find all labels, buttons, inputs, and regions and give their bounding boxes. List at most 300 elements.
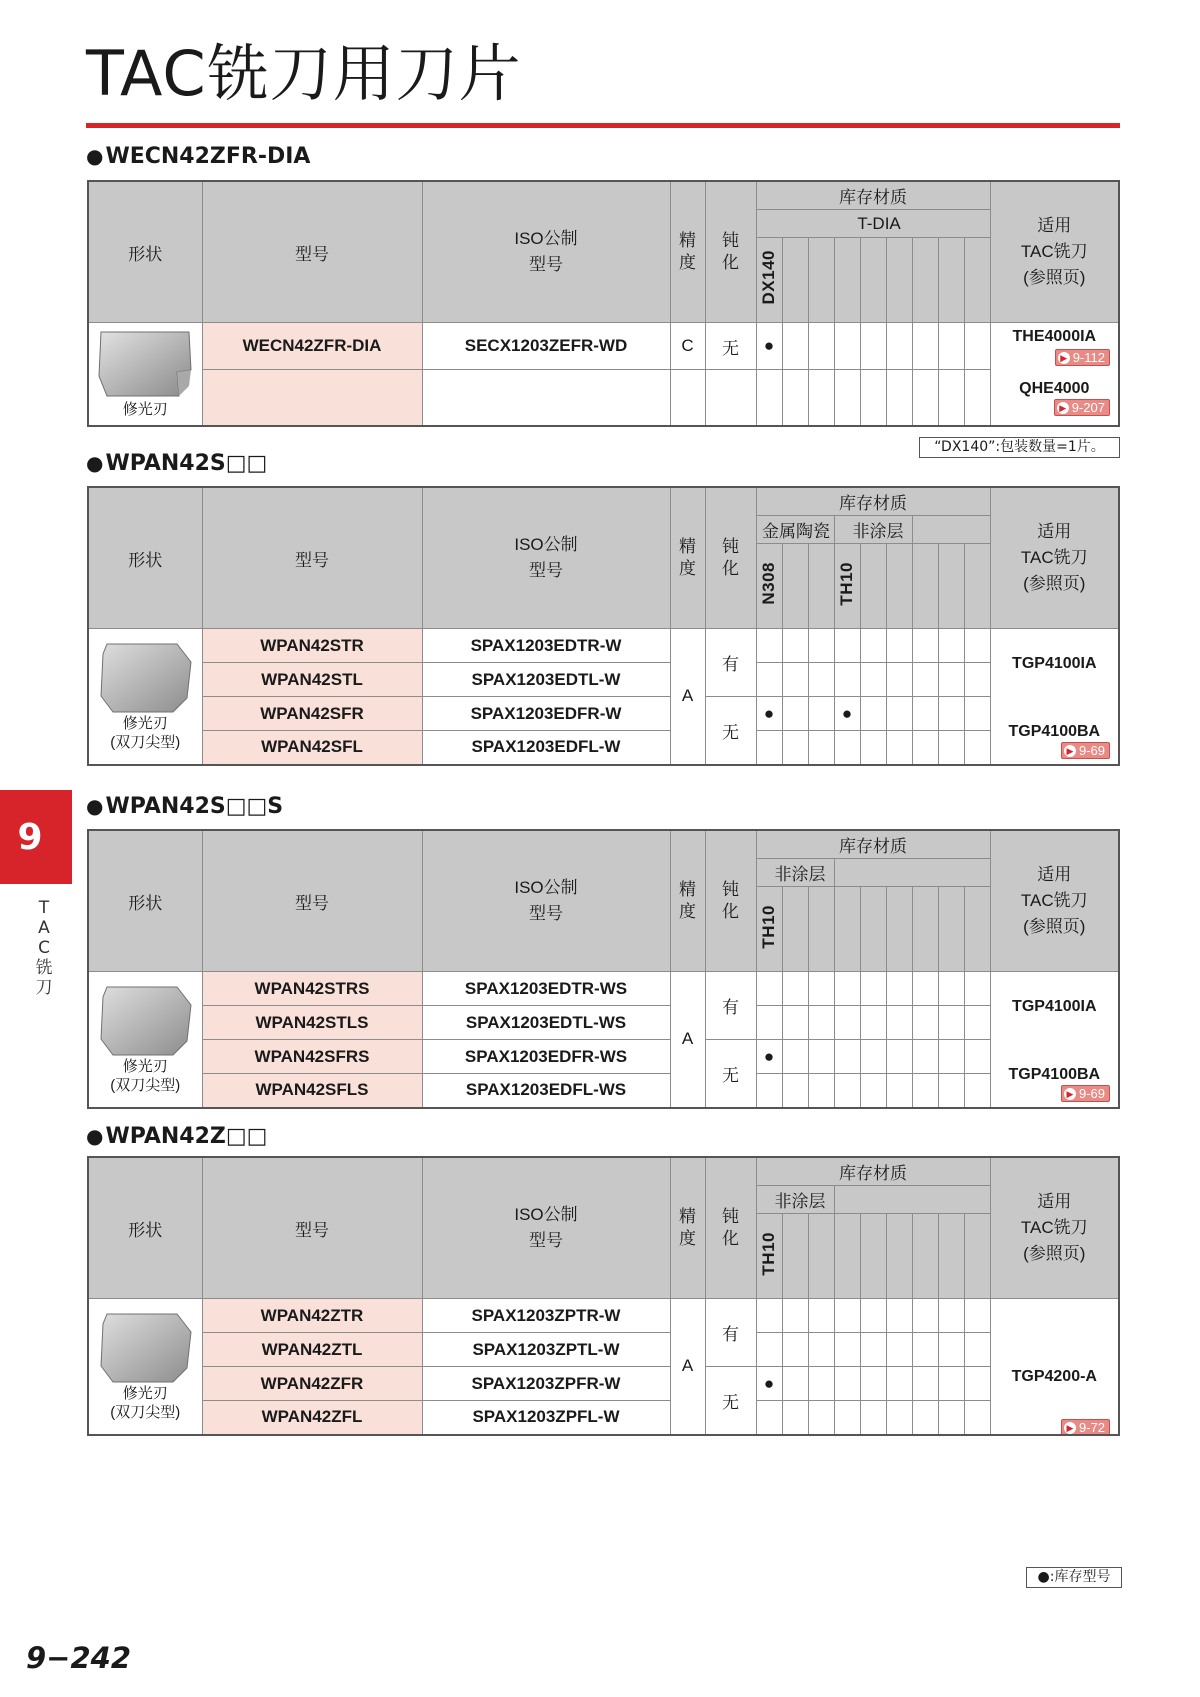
shape-header: 形状 [88, 830, 202, 972]
iso-cell: SPAX1203ZPFR-W [422, 1367, 670, 1401]
grade-cell [938, 370, 964, 426]
honing-cell: 有 [705, 972, 756, 1040]
grade-cell [808, 1401, 834, 1435]
iso-cell: SPAX1203EDTL-W [422, 663, 670, 697]
apply-cell [990, 1299, 1119, 1435]
shape-label: 修光刃 [122, 1058, 168, 1076]
grade-cell [782, 1401, 808, 1435]
grade-cell [964, 697, 990, 731]
honing-header-line: 钝 [722, 537, 739, 556]
chapter-label [34, 898, 54, 998]
model-cell[interactable]: WPAN42ZFL [202, 1401, 422, 1435]
grade-cell [938, 1006, 964, 1040]
page-ref-link[interactable] [1055, 349, 1110, 366]
grade-cell [808, 1074, 834, 1108]
grade-cell [834, 1367, 860, 1401]
iso-cell-empty [422, 370, 670, 426]
page-ref-text: 9-69 [1078, 743, 1105, 759]
shape-sublabel: (双刀尖型) [110, 734, 181, 752]
page-ref-link[interactable] [1061, 1419, 1110, 1434]
grade-cell [886, 323, 912, 370]
grade-cell [808, 1333, 834, 1367]
apply-cell [990, 323, 1119, 426]
page-number: 9−242 [26, 1641, 132, 1675]
arrow-right-icon: ▶ [1058, 352, 1070, 364]
iso-header-line: 型号 [529, 904, 563, 923]
grade-header-empty [782, 887, 808, 972]
grade-cell [912, 1333, 938, 1367]
grade-cell [938, 629, 964, 663]
grade-cell [782, 1074, 808, 1108]
page-ref-text: 9-112 [1072, 350, 1105, 366]
iso-cell: SPAX1203EDFR-W [422, 697, 670, 731]
stock-dot: ● [756, 1367, 782, 1401]
grade-cell [860, 1074, 886, 1108]
grade-cell [912, 697, 938, 731]
grade-cell [860, 1006, 886, 1040]
honing-cell-empty [705, 370, 756, 426]
stock-dot: ● [756, 1040, 782, 1074]
grade-cell [782, 697, 808, 731]
grade-cell [912, 663, 938, 697]
grade-cell [834, 370, 860, 426]
grade-header-empty [808, 544, 834, 629]
shape-header: 形状 [88, 1157, 202, 1299]
stock-legend: ●:库存型号 [1026, 1567, 1122, 1588]
grade-header-empty [886, 238, 912, 323]
stock-dot: ● [834, 697, 860, 731]
grade-cell [860, 1333, 886, 1367]
precision-header-line: 精 [679, 1207, 696, 1226]
precision-header-line: 度 [679, 559, 696, 578]
apply-cutter-name: TGP4100BA [1008, 723, 1101, 741]
apply-cutter-name: QHE4000 [1019, 380, 1090, 398]
subgroup-header-empty [834, 859, 990, 887]
grade-label: TH10 [759, 1231, 778, 1276]
iso-header-line: 型号 [529, 1231, 563, 1250]
model-cell[interactable]: WPAN42ZTL [202, 1333, 422, 1367]
grade-cell [886, 1333, 912, 1367]
grade-header-empty [860, 1214, 886, 1299]
grade-cell [912, 323, 938, 370]
stock-dot: ● [756, 323, 782, 370]
page-ref-text: 9-69 [1078, 1086, 1105, 1102]
grade-cell [860, 1367, 886, 1401]
grade-cell [808, 663, 834, 697]
bullet-icon: ● [86, 1124, 104, 1148]
apply-cutter-name: TGP4100IA [1012, 655, 1097, 673]
precision-header-line: 精 [679, 537, 696, 556]
stock-material-header: 库存材质 [756, 1157, 990, 1186]
grade-cell [808, 972, 834, 1006]
grade-cell [912, 1040, 938, 1074]
shape-cell [88, 629, 202, 765]
precision-cell: A [670, 1299, 705, 1435]
apply-header-line: (参照页) [1023, 917, 1086, 936]
iso-cell: SPAX1203ZPFL-W [422, 1401, 670, 1435]
grade-header-th10 [756, 1214, 782, 1299]
apply-header [990, 487, 1119, 629]
grade-cell [938, 1040, 964, 1074]
grade-cell [886, 1040, 912, 1074]
grade-cell [782, 1006, 808, 1040]
arrow-right-icon: ▶ [1064, 1088, 1076, 1100]
honing-cell: 无 [705, 697, 756, 765]
grade-header-empty [938, 1214, 964, 1299]
grade-header-empty [808, 238, 834, 323]
grade-cell [912, 1074, 938, 1108]
apply-entry [991, 325, 1118, 380]
iso-header [422, 181, 670, 323]
apply-header-line: (参照页) [1023, 1244, 1086, 1263]
grade-header-empty [912, 544, 938, 629]
iso-header-line: 型号 [529, 255, 563, 274]
title-rule [86, 123, 1120, 128]
honing-header [705, 181, 756, 323]
grade-cell [756, 629, 782, 663]
honing-header-line: 化 [722, 253, 739, 272]
apply-header-line: 适用 [1037, 216, 1072, 235]
grade-cell [964, 1367, 990, 1401]
honing-header-line: 化 [722, 1229, 739, 1248]
subgroup-header-uncoated: 非涂层 [756, 859, 834, 887]
bullet-icon: ● [86, 794, 104, 818]
model-cell[interactable]: WECN42ZFR-DIA [202, 323, 422, 370]
apply-header-line: (参照页) [1023, 574, 1086, 593]
grade-header-empty [964, 1214, 990, 1299]
chapter-label-char: 刀 [35, 978, 53, 998]
apply-cutter-name: THE4000IA [1012, 328, 1097, 346]
grade-header-empty [886, 1214, 912, 1299]
model-cell[interactable]: WPAN42STLS [202, 1006, 422, 1040]
apply-entry [991, 974, 1118, 1066]
shape-header: 形状 [88, 487, 202, 629]
grade-cell [756, 663, 782, 697]
stock-material-header: 库存材质 [756, 181, 990, 210]
grade-cell [834, 663, 860, 697]
grade-cell [756, 731, 782, 765]
section-title-2 [86, 453, 267, 475]
grade-header-empty [912, 887, 938, 972]
apply-cutter-name: TGP4200-A [1011, 1368, 1097, 1386]
apply-header-line: TAC铣刀 [1020, 891, 1088, 910]
section-title-1 [86, 146, 310, 168]
grade-cell [756, 370, 782, 426]
grade-cell [938, 663, 964, 697]
page-ref-text: 9-72 [1078, 1420, 1105, 1435]
iso-header-line: ISO公制 [514, 229, 578, 248]
grade-cell [912, 1006, 938, 1040]
precision-header [670, 487, 705, 629]
grade-cell [834, 1040, 860, 1074]
grade-cell [938, 1401, 964, 1435]
grade-cell [964, 1040, 990, 1074]
grade-header-empty [938, 544, 964, 629]
apply-header-line: 适用 [1037, 522, 1072, 541]
grade-cell [886, 1074, 912, 1108]
page-title: TAC铣刀用刀片 [86, 37, 522, 110]
grade-cell [964, 629, 990, 663]
precision-cell: A [670, 972, 705, 1108]
grade-header-empty [808, 887, 834, 972]
section-title-text: WPAN42S□□S [105, 794, 284, 819]
grade-cell [756, 1006, 782, 1040]
grade-cell [782, 323, 808, 370]
shape-label: 修光刃 [122, 1385, 168, 1403]
apply-header-line: 适用 [1037, 1192, 1072, 1211]
grade-header-empty [938, 238, 964, 323]
precision-header [670, 830, 705, 972]
grade-cell [756, 1333, 782, 1367]
iso-header-line: ISO公制 [514, 1205, 578, 1224]
grade-cell [886, 370, 912, 426]
page-ref-link[interactable] [1054, 399, 1110, 416]
apply-entry [991, 631, 1118, 723]
shape-label: 修光刃 [122, 401, 168, 419]
apply-header-line: TAC铣刀 [1020, 242, 1088, 261]
grade-header-dx140 [756, 238, 782, 323]
grade-header-empty [886, 887, 912, 972]
apply-cutter-name: TGP4100BA [1008, 1066, 1101, 1084]
honing-header-line: 化 [722, 559, 739, 578]
iso-header-line: ISO公制 [514, 535, 578, 554]
grade-cell [860, 697, 886, 731]
grade-cell [886, 1401, 912, 1435]
grade-cell [782, 1333, 808, 1367]
precision-cell: C [670, 323, 705, 370]
grade-cell [834, 1074, 860, 1108]
grade-cell [912, 972, 938, 1006]
grade-header-empty [860, 544, 886, 629]
chapter-tab[interactable]: 9 [0, 790, 72, 884]
honing-header-line: 钝 [722, 231, 739, 250]
shape-sublabel: (双刀尖型) [110, 1077, 181, 1095]
model-cell[interactable]: WPAN42ZFR [202, 1367, 422, 1401]
page-ref-link[interactable] [1061, 1085, 1110, 1102]
grade-header-empty [860, 887, 886, 972]
iso-cell: SPAX1203ZPTL-W [422, 1333, 670, 1367]
grade-cell [860, 1299, 886, 1333]
grade-header-empty [782, 544, 808, 629]
iso-header-line: ISO公制 [514, 878, 578, 897]
model-cell[interactable]: WPAN42ZTR [202, 1299, 422, 1333]
grade-cell [912, 370, 938, 426]
iso-cell: SPAX1203ZPTR-W [422, 1299, 670, 1333]
precision-header-line: 度 [679, 1229, 696, 1248]
insert-table-4 [87, 1156, 1120, 1436]
model-header: 型号 [202, 1157, 422, 1299]
grade-cell [886, 731, 912, 765]
grade-cell [860, 1401, 886, 1435]
iso-cell: SPAX1203EDFL-WS [422, 1074, 670, 1108]
model-cell[interactable]: WPAN42SFRS [202, 1040, 422, 1074]
precision-header-line: 精 [679, 880, 696, 899]
grade-cell [912, 1367, 938, 1401]
iso-cell: SPAX1203EDTR-WS [422, 972, 670, 1006]
precision-header-line: 度 [679, 902, 696, 921]
grade-cell [964, 1299, 990, 1333]
grade-cell [860, 323, 886, 370]
bullet-icon: ● [86, 451, 104, 475]
iso-header [422, 1157, 670, 1299]
honing-cell: 无 [705, 1040, 756, 1108]
honing-cell: 无 [705, 323, 756, 370]
grade-cell [860, 663, 886, 697]
model-header: 型号 [202, 830, 422, 972]
page-ref-link[interactable] [1061, 742, 1110, 759]
precision-header-line: 精 [679, 231, 696, 250]
honing-cell: 无 [705, 1367, 756, 1435]
grade-cell [782, 731, 808, 765]
grade-cell [808, 1367, 834, 1401]
section-title-4 [86, 1126, 267, 1148]
grade-header-empty [860, 238, 886, 323]
subgroup-header-empty [834, 1186, 990, 1214]
grade-cell [834, 1401, 860, 1435]
shape-cell [88, 323, 202, 426]
apply-entry [991, 1313, 1118, 1435]
insert-wpan-icon [95, 1310, 195, 1386]
precision-header-line: 度 [679, 253, 696, 272]
honing-header [705, 1157, 756, 1299]
grade-cell [756, 1074, 782, 1108]
grade-cell [834, 1333, 860, 1367]
grade-cell [808, 629, 834, 663]
apply-header [990, 1157, 1119, 1299]
apply-entry [991, 1066, 1118, 1104]
grade-header-th10 [834, 544, 860, 629]
honing-header [705, 487, 756, 629]
insert-wecn-icon [93, 326, 197, 402]
grade-cell [912, 731, 938, 765]
grade-cell [808, 323, 834, 370]
grade-cell [938, 1299, 964, 1333]
grade-cell [938, 1367, 964, 1401]
page-ref-text: 9-207 [1071, 400, 1105, 416]
chapter-label-char: A [38, 918, 50, 938]
precision-header [670, 1157, 705, 1299]
apply-header-line: (参照页) [1023, 268, 1086, 287]
grade-cell [938, 972, 964, 1006]
grade-cell [886, 1299, 912, 1333]
chapter-label-char: C [38, 938, 50, 958]
grade-cell [756, 1401, 782, 1435]
honing-header-line: 钝 [722, 1207, 739, 1226]
honing-header-line: 化 [722, 902, 739, 921]
model-cell[interactable]: WPAN42STL [202, 663, 422, 697]
grade-cell [834, 1299, 860, 1333]
apply-header-line: TAC铣刀 [1020, 548, 1088, 567]
arrow-right-icon: ▶ [1064, 745, 1076, 757]
grade-cell [860, 370, 886, 426]
stock-material-header: 库存材质 [756, 830, 990, 859]
apply-header [990, 830, 1119, 972]
grade-cell [860, 1040, 886, 1074]
grade-header-empty [912, 238, 938, 323]
section-title-text: WPAN42S□□ [105, 451, 268, 476]
grade-cell [782, 1367, 808, 1401]
shape-cell [88, 972, 202, 1108]
iso-cell: SPAX1203EDTL-WS [422, 1006, 670, 1040]
apply-header-line: TAC铣刀 [1020, 1218, 1088, 1237]
section-title-3 [86, 796, 283, 818]
grade-cell [886, 663, 912, 697]
honing-header-line: 钝 [722, 880, 739, 899]
model-cell[interactable]: WPAN42STRS [202, 972, 422, 1006]
grade-cell [886, 1006, 912, 1040]
stock-material-header: 库存材质 [756, 487, 990, 516]
apply-cell [990, 972, 1119, 1108]
grade-cell [782, 663, 808, 697]
grade-cell [782, 1299, 808, 1333]
section-title-text: WPAN42Z□□ [105, 1124, 268, 1149]
grade-label: DX140 [759, 250, 778, 305]
grade-cell [808, 731, 834, 765]
grade-cell [964, 1401, 990, 1435]
iso-cell: SECX1203ZEFR-WD [422, 323, 670, 370]
precision-cell: A [670, 629, 705, 765]
model-cell[interactable]: WPAN42SFLS [202, 1074, 422, 1108]
insert-table-1 [87, 180, 1120, 427]
shape-label: 修光刃 [122, 715, 168, 733]
model-header: 型号 [202, 487, 422, 629]
shape-cell [88, 1299, 202, 1435]
grade-header-empty [834, 238, 860, 323]
model-header: 型号 [202, 181, 422, 323]
grade-cell [938, 1333, 964, 1367]
grade-cell [938, 731, 964, 765]
precision-header [670, 181, 705, 323]
grade-header-empty [886, 544, 912, 629]
grade-cell [886, 972, 912, 1006]
model-cell[interactable]: WPAN42SFR [202, 697, 422, 731]
iso-header [422, 830, 670, 972]
model-cell-empty [202, 370, 422, 426]
bullet-icon: ● [86, 144, 104, 168]
apply-cutter-name: TGP4100IA [1012, 998, 1097, 1016]
grade-header-empty [782, 1214, 808, 1299]
grade-cell [886, 1367, 912, 1401]
grade-header-th10 [756, 887, 782, 972]
honing-cell: 有 [705, 1299, 756, 1367]
iso-header-line: 型号 [529, 561, 563, 580]
grade-header-empty [964, 544, 990, 629]
grade-cell [808, 697, 834, 731]
model-cell[interactable]: WPAN42STR [202, 629, 422, 663]
grade-cell [964, 731, 990, 765]
grade-cell [808, 1299, 834, 1333]
apply-entry [991, 723, 1118, 761]
grade-header-n308 [756, 544, 782, 629]
grade-cell [782, 370, 808, 426]
chapter-label-char: T [38, 898, 50, 918]
subgroup-header-cermet: 金属陶瓷 [756, 516, 834, 544]
model-cell[interactable]: WPAN42SFL [202, 731, 422, 765]
precision-cell-empty [670, 370, 705, 426]
iso-cell: SPAX1203EDFR-WS [422, 1040, 670, 1074]
iso-header [422, 487, 670, 629]
grade-cell [886, 697, 912, 731]
grade-cell [964, 1074, 990, 1108]
grade-cell [912, 1401, 938, 1435]
grade-header-empty [964, 887, 990, 972]
grade-label: TH10 [759, 904, 778, 949]
grade-header-empty [782, 238, 808, 323]
grade-cell [834, 972, 860, 1006]
grade-cell [938, 323, 964, 370]
grade-cell [756, 972, 782, 1006]
arrow-right-icon: ▶ [1064, 1422, 1076, 1434]
